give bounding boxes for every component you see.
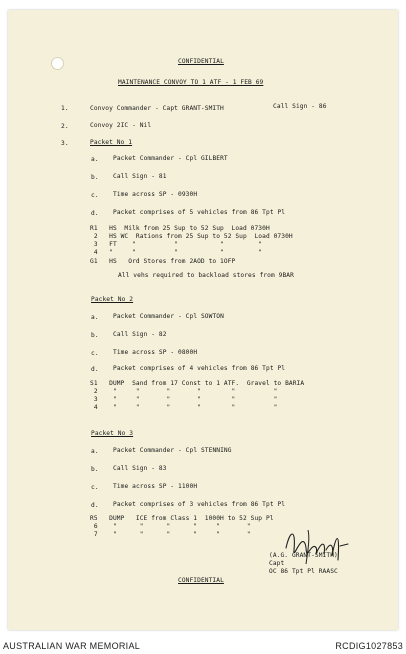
sub-letter: b. <box>91 466 99 473</box>
vehicle-row: 6 " " " " " " <box>90 523 251 530</box>
archive-footer <box>0 634 406 654</box>
sub-letter: d. <box>91 366 99 373</box>
vehicle-row: 7 " " " " " " <box>90 531 251 538</box>
packet-3-title: Packet No 3 <box>91 430 134 437</box>
call-sign: Call Sign - 86 <box>273 103 327 110</box>
handwritten-signature <box>278 520 358 570</box>
vehicle-row: 4 " " " " " " <box>90 404 278 411</box>
packet-2-title: Packet No 2 <box>91 296 134 303</box>
convoy-commander: Convoy Commander - Capt GRANT-SMITH <box>90 105 224 112</box>
vehicle-row: 2 HS WC Rations from 25 Sup to 52 Sup Load 0730H <box>90 233 293 240</box>
vehicle-row: R1 HS Milk from 25 Sup to 52 Sup Load 0730H <box>90 225 270 232</box>
signatory-name: (A.G. GRANT-SMITH) <box>269 552 338 559</box>
archive-institution: AUSTRALIAN WAR MEMORIAL <box>3 641 141 651</box>
packet-composition: Packet comprises of 4 vehicles from 86 Tpt Pl <box>113 365 286 372</box>
sub-letter: c. <box>91 192 99 199</box>
packet-call-sign: Call Sign - 82 <box>113 331 167 338</box>
packet-call-sign: Call Sign - 81 <box>113 173 167 180</box>
vehicle-row: 2 " " " " " " <box>90 388 278 395</box>
vehicle-row: G1 HS Ord Stores from 2AOD to 1OFP <box>90 258 236 265</box>
signatory-rank: Capt <box>269 560 285 567</box>
signatory-unit: OC 86 Tpt Pl RAASC <box>269 568 338 575</box>
convoy-2ic: Convoy 2IC - Nil <box>90 122 152 129</box>
document-title: MAINTENANCE CONVOY TO 1 ATF - 1 FEB 69 <box>118 79 264 86</box>
packet-commander: Packet Commander - Cpl SOWTON <box>113 313 224 320</box>
item-number: 1. <box>61 105 69 112</box>
sub-letter: c. <box>91 350 99 357</box>
sub-letter: d. <box>91 502 99 509</box>
time-across-sp: Time across SP - 1100H <box>113 483 198 490</box>
item-number: 3. <box>61 140 69 147</box>
punch-hole <box>51 57 64 70</box>
time-across-sp: Time across SP - 0800H <box>113 349 198 356</box>
classification-footer: CONFIDENTIAL <box>178 577 224 584</box>
vehicle-row: 3 " " " " " " <box>90 396 278 403</box>
sub-letter: a. <box>91 314 99 321</box>
document-page <box>8 10 398 630</box>
packet-1-title: Packet No 1 <box>90 139 133 146</box>
packet-call-sign: Call Sign - 83 <box>113 465 167 472</box>
sub-letter: b. <box>91 332 99 339</box>
packet-composition: Packet comprises of 3 vehicles from 86 Tpt Pl <box>113 501 286 508</box>
vehicle-row: S1 DUMP Sand from 17 Const to 1 ATF. Gravel to BARIA <box>90 380 305 387</box>
archive-reference: RCDIG1027853 <box>335 641 403 651</box>
backload-note: All vehs required to backload stores from 9BAR <box>118 272 294 279</box>
sub-letter: a. <box>91 156 99 163</box>
item-number: 2. <box>61 123 69 130</box>
sub-letter: a. <box>91 448 99 455</box>
vehicle-row: 4 " " " " " <box>90 249 263 256</box>
vehicle-row: 3 FT " " " " <box>90 241 263 248</box>
time-across-sp: Time across SP - 0930H <box>113 191 198 198</box>
vehicle-row: R5 DUMP ICE from Class 1 1000H to 52 Sup Pl <box>90 515 274 522</box>
packet-commander: Packet Commander - Cpl STENNING <box>113 447 232 454</box>
sub-letter: d. <box>91 210 99 217</box>
sub-letter: c. <box>91 484 99 491</box>
classification-header: CONFIDENTIAL <box>178 58 224 65</box>
packet-commander: Packet Commander - Cpl GILBERT <box>113 155 228 162</box>
packet-composition: Packet comprises of 5 vehicles from 86 Tpt Pl <box>113 209 286 216</box>
sub-letter: b. <box>91 174 99 181</box>
